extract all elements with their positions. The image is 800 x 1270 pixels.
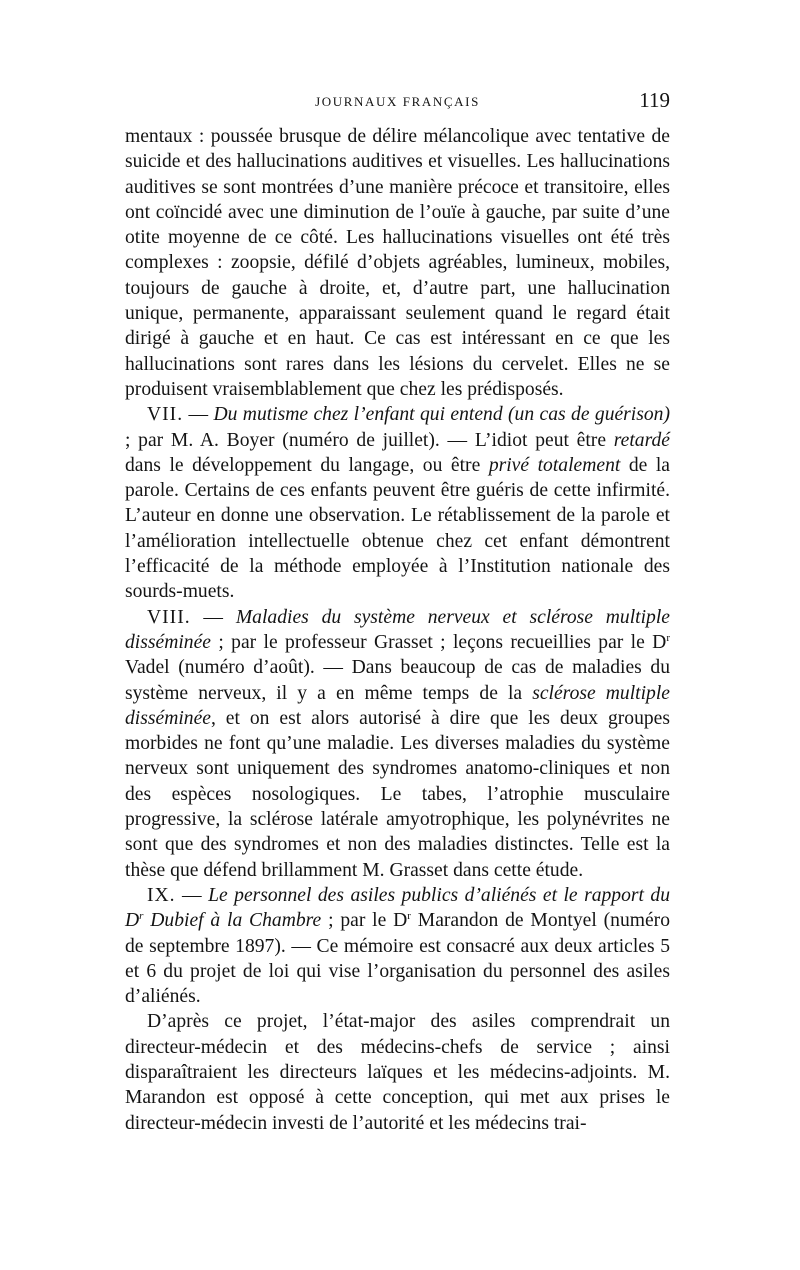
text-run: Marandon de Montyel (numéro de septembre 1897). — Ce mémoire est consacré aux deux articles 5 et 6 du projet de loi qui vise l’organisation du personnel des asiles d’aliénés. — [125, 910, 670, 1008]
paragraph-continuation: mentaux : poussée brusque de délire mélancolique avec tentative de suicide et des hallucinations auditives et visuelles. Les hallucinations auditives se sont montrées d’une manière précoce et transitoire, elles ont coïncidé avec une diminution de l’ouïe à gauche, par suite d’une otite moyenne de ce côté. Les hallucinations visuelles ont été très complexes : zoopsie, défilé d’objets agréables, lumineux, mobiles, toujours de gauche à droite, et, d’autre part, une hallucination unique, permanente, apparaissant seulement quand le regard était dirigé à gauche et en haut. Ce cas est intéressant en ce que les hallucinations sont rares dans les lésions du cervelet. Elles ne se produisent vraisemblablement que chez les prédisposés. — [125, 126, 670, 400]
dash: — — [175, 884, 209, 906]
superscript: r — [666, 631, 670, 644]
section-title: Dubief à la Chambre — [143, 910, 322, 932]
section-number: VII. — [147, 404, 184, 426]
paragraph-section-ix — [125, 883, 670, 1009]
paragraph-section-viii — [125, 605, 670, 883]
paragraph-section-vii — [125, 402, 670, 604]
dash: — — [190, 606, 236, 628]
running-title: JOURNAUX FRANÇAIS — [315, 94, 480, 109]
page-number: 119 — [639, 88, 670, 112]
text-run: dans le développement du langage, ou être — [125, 454, 489, 476]
text-run: ; par le professeur Grasset ; leçons recueillies par le D — [210, 631, 667, 653]
text-run: Vadel (numéro d’août). — Dans beaucoup de cas de maladies du système nerveux, il y a en même temps de la — [125, 657, 670, 704]
emphasis: privé totalement — [488, 454, 621, 476]
body-text — [125, 124, 670, 1136]
emphasis: retardé — [613, 429, 670, 451]
text-run: de la parole. Certains de ces enfants peuvent être guéris de cette infirmité. L’auteur en donne une observation. Le rétablissement de la parole et l’amélioration intellectuelle obtenue chez cet enfant démontrent l’efficacité de la méthode employée à l’Institution nationale des sourds-muets. — [125, 454, 670, 603]
superscript: r — [407, 910, 411, 923]
section-number: IX. — [147, 884, 176, 906]
emphasis: sclérose multiple disséminée — [125, 682, 670, 729]
section-title: Le personnel des asiles publics d’aliénés et le rapport du D — [125, 884, 670, 932]
section-title: Maladies du système nerveux et sclérose multiple disséminée — [125, 606, 670, 653]
running-head — [125, 88, 670, 116]
dash: — — [183, 404, 214, 426]
section-number: VIII. — [147, 606, 191, 628]
text-run: ; par le D — [321, 910, 408, 932]
text-run: , et on est alors autorisé à dire que les deux groupes morbides ne font qu’une maladie. Les diverses maladies du système nerveux sont uniquement des syndromes anatomo-cliniques et non des espèces nosologiques. Le tabes, l’atrophie musculaire progressive, la sclérose latérale amyotrophique, les polynévrites ne sont que des syndromes et non des maladies distinctes. Telle est la thèse que défend brillamment M. Grasset dans cette étude. — [125, 707, 670, 881]
text-run: ; par M. A. Boyer (numéro de juillet). — L’idiot peut être — [125, 429, 614, 451]
paragraph-final: D’après ce projet, l’état-major des asiles comprendrait un directeur-médecin et des médecins-chefs de service ; ainsi disparaîtraient les directeurs laïques et les médecins-adjoints. M. Marandon est opposé à cette conception, qui met aux prises le directeur-médecin investi de l’autorité et les médecins trai- — [125, 1011, 670, 1134]
superscript: r — [139, 910, 144, 923]
section-title: Du mutisme chez l’enfant qui entend (un cas de guérison) — [213, 404, 670, 426]
